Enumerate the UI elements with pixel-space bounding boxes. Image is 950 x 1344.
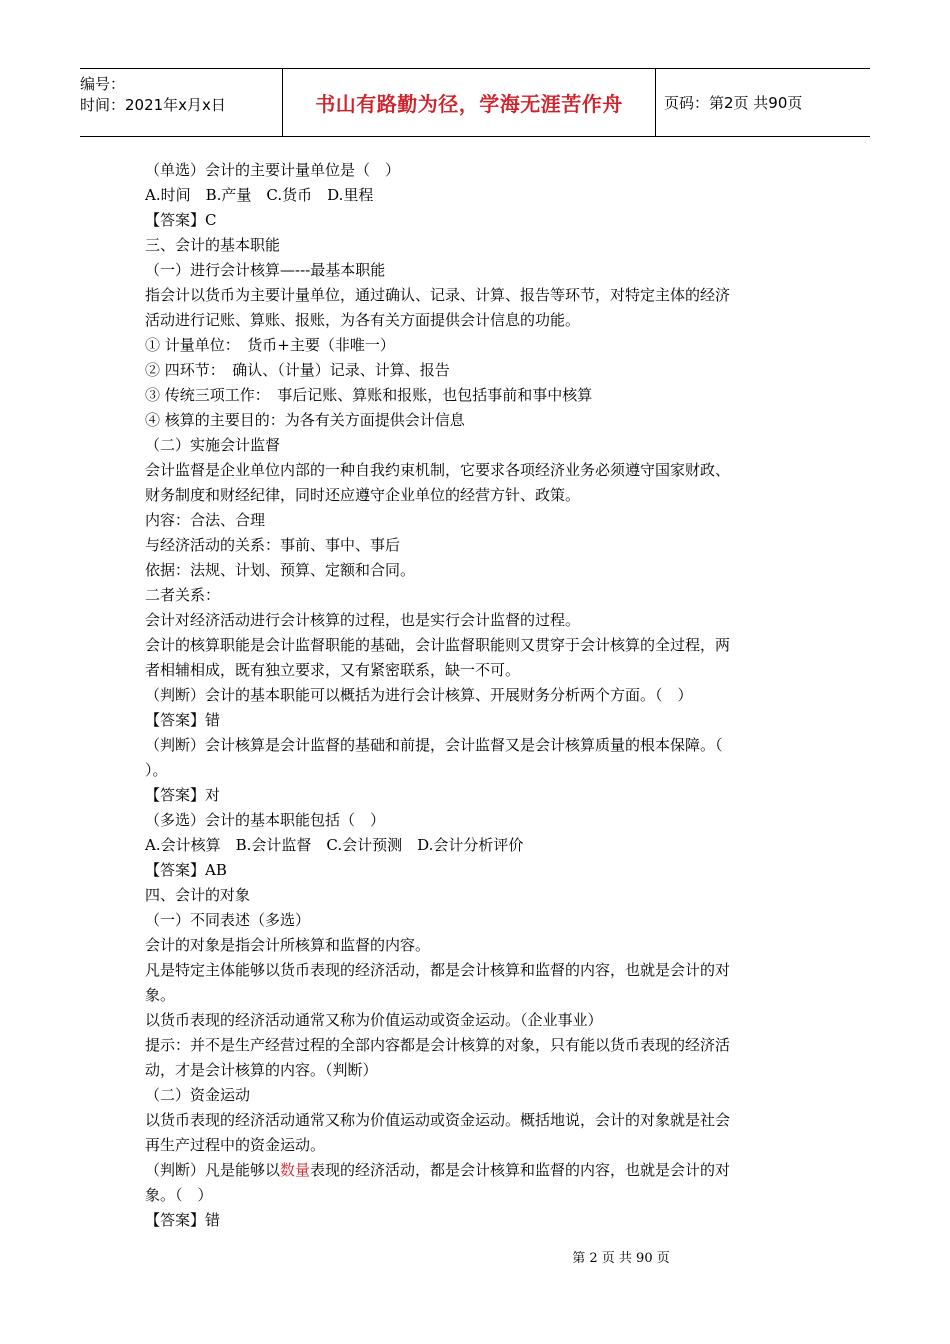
header-page-cell — [656, 69, 870, 136]
date-label: 时间：2021年x月x日 — [80, 96, 226, 114]
text-line: 动，才是会计核算的内容。（判断） — [145, 1061, 378, 1079]
text-line: 会计的对象是指会计所核算和监督的内容。 — [145, 936, 431, 954]
text-line: （多选）会计的基本职能包括（ ） — [145, 811, 386, 829]
text-line: 提示：并不是生产经营过程的全部内容都是会计核算的对象，只有能以货币表现的经济活 — [145, 1036, 731, 1054]
text-lines-tail — [145, 1183, 810, 1233]
text-line: 以货币表现的经济活动通常又称为价值运动或资金运动。概括地说，会计的对象就是社会 — [145, 1111, 731, 1129]
text-line: 四、会计的对象 — [145, 886, 251, 904]
text-line: 内容：合法、合理 — [145, 511, 266, 529]
text-line: 【答案】对 — [145, 786, 221, 804]
text-line: A.会计核算 B.会计监督 C.会计预测 D.会计分析评价 — [145, 836, 524, 854]
highlighted-word: 数量 — [280, 1161, 311, 1179]
page-footer — [0, 1247, 950, 1266]
text-line: 三、会计的基本职能 — [145, 236, 281, 254]
text-line: （判断）会计的基本职能可以概括为进行会计核算、开展财务分析两个方面。（ ） — [145, 686, 693, 704]
text-line: 财务制度和财经纪律，同时还应遵守企业单位的经营方针、政策。 — [145, 486, 581, 504]
text-line: 会计对经济活动进行会计核算的过程，也是实行会计监督的过程。 — [145, 611, 581, 629]
text-line: 象。 — [145, 986, 176, 1004]
text-line: ④ 核算的主要目的：为各有关方面提供会计信息 — [145, 411, 465, 429]
footer-page-number: 第 2 页 共 90 页 — [572, 1251, 670, 1266]
text-line: （二）实施会计监督 — [145, 436, 281, 454]
text-segment: 表现的经济活动，都是会计核算和监督的内容，也就是会计的对 — [310, 1161, 731, 1179]
page-label: 页码：第2页 共90页 — [664, 94, 803, 112]
text-line: A.时间 B.产量 C.货币 D.里程 — [145, 186, 374, 204]
text-line: 活动进行记账、算账、报账，为各有关方面提供会计信息的功能。 — [145, 311, 581, 329]
header-motto-cell — [283, 69, 656, 136]
text-line: ① 计量单位： 货币+主要（非唯一） — [145, 336, 395, 354]
motto: 书山有路勤为径，学海无涯苦作舟 — [315, 92, 623, 116]
text-lines — [145, 158, 810, 1158]
text-line: 【答案】错 — [145, 711, 221, 729]
text-line: 会计监督是企业单位内部的一种自我约束机制，它要求各项经济业务必须遵守国家财政、 — [145, 461, 731, 479]
header-left-cell — [80, 69, 283, 136]
text-line: 会计的核算职能是会计监督职能的基础，会计监督职能则又贯穿于会计核算的全过程，两 — [145, 636, 731, 654]
text-line: （一）进行会计核算—---最基本职能 — [145, 261, 386, 279]
text-line: 指会计以货币为主要计量单位，通过确认、记录、计算、报告等环节，对特定主体的经济 — [145, 286, 731, 304]
text-line: ）。 — [145, 761, 168, 779]
document-body — [145, 158, 810, 1233]
text-line: ③ 传统三项工作： 事后记账、算账和报账，也包括事前和事中核算 — [145, 386, 593, 404]
text-line: 二者关系： — [145, 586, 221, 604]
text-line: 与经济活动的关系：事前、事中、事后 — [145, 536, 401, 554]
text-line: 者相辅相成，既有独立要求，又有紧密联系，缺一不可。 — [145, 661, 521, 679]
text-line: 【答案】AB — [145, 861, 227, 879]
text-line: （单选）会计的主要计量单位是（ ） — [145, 161, 401, 179]
text-line: 以货币表现的经济活动通常又称为价值运动或资金运动。（企业事业） — [145, 1011, 603, 1029]
page-header — [80, 68, 870, 137]
text-line: 再生产过程中的资金运动。 — [145, 1136, 326, 1154]
text-line: 象。（ ） — [145, 1186, 213, 1204]
text-line: （判断）会计核算是会计监督的基础和前提，会计监督又是会计核算质量的根本保障。（ — [145, 736, 723, 754]
text-line: （一）不同表述（多选） — [145, 911, 311, 929]
text-line: （二）资金运动 — [145, 1086, 251, 1104]
text-line: 【答案】C — [145, 211, 217, 229]
text-line-highlighted — [145, 1158, 810, 1183]
text-line: 依据：法规、计划、预算、定额和合同。 — [145, 561, 416, 579]
text-line: 凡是特定主体能够以货币表现的经济活动，都是会计核算和监督的内容，也就是会计的对 — [145, 961, 731, 979]
number-label: 编号： — [80, 75, 126, 93]
text-line: 【答案】错 — [145, 1211, 221, 1229]
text-segment: （判断）凡是能够以 — [145, 1161, 281, 1179]
text-line: ② 四环节： 确认、（计量）记录、计算、报告 — [145, 361, 450, 379]
